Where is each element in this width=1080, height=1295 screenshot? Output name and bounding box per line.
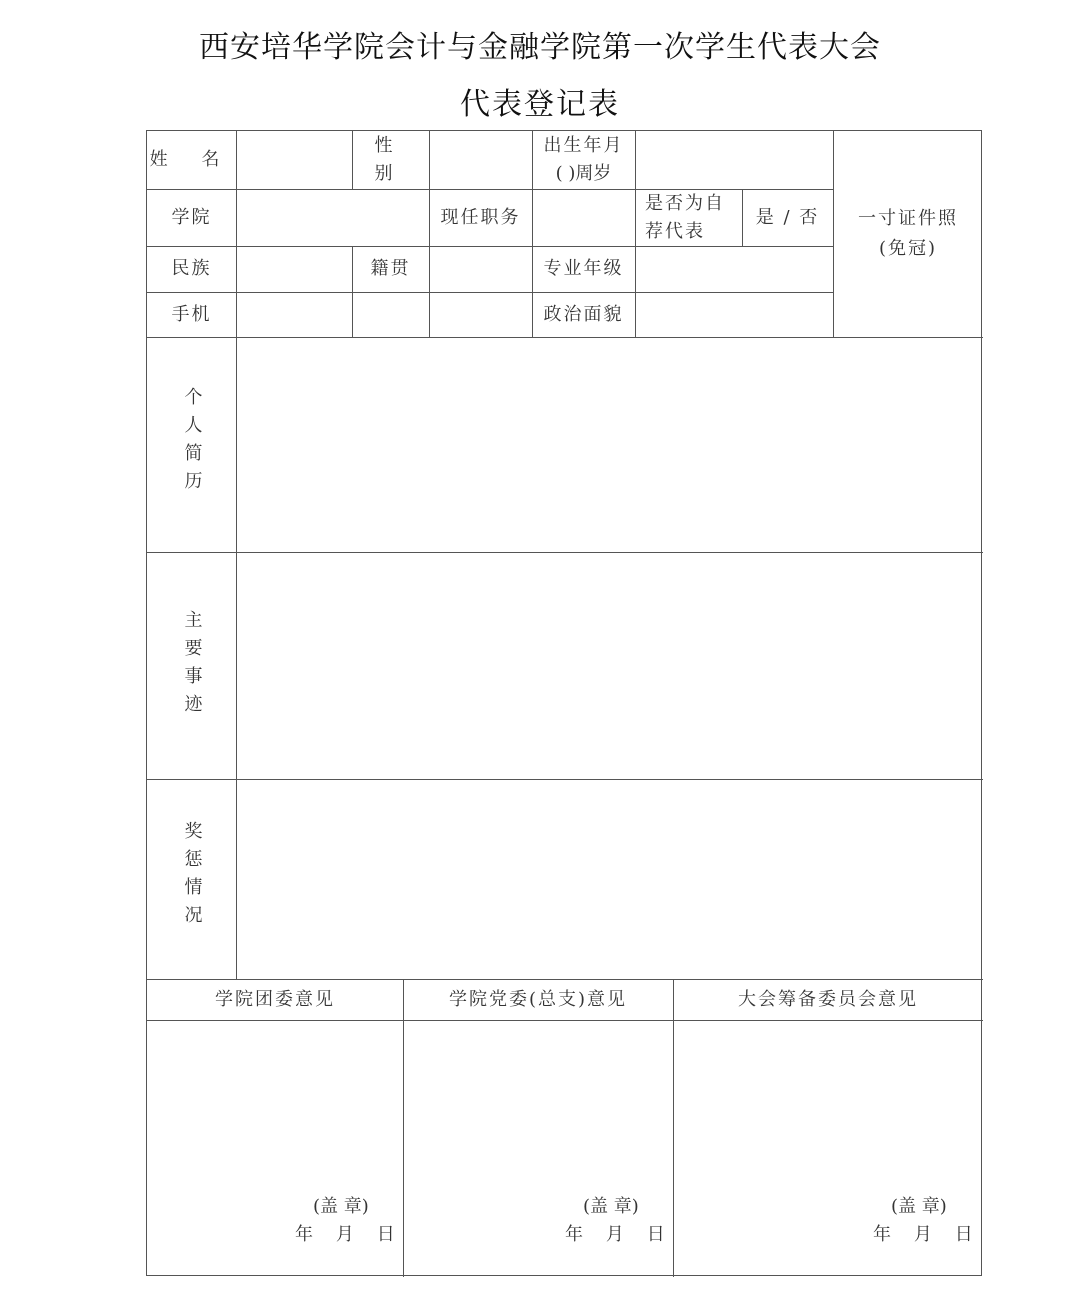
ethnicity-field[interactable] [236, 246, 352, 292]
youth-league-opinion-field[interactable] [147, 1020, 403, 1277]
ethnicity-label: 民族 [171, 258, 212, 279]
political-status-field[interactable] [635, 292, 833, 337]
name-field[interactable] [236, 131, 352, 189]
photo-label-line1: 一寸证件照 [858, 208, 958, 229]
achievements-label: 主要事迹 [181, 610, 203, 722]
preparatory-committee-opinion-field[interactable] [673, 1020, 983, 1277]
date-label: 年 月 日 [295, 1224, 395, 1245]
college-field[interactable] [236, 189, 429, 246]
self-nominated-label [635, 189, 742, 246]
date-label: 年 月 日 [565, 1224, 665, 1245]
form-title: 西安培华学院会计与金融学院第一次学生代表大会 [199, 30, 881, 65]
position-label: 现任职务 [440, 206, 521, 228]
phone-label: 手机 [171, 303, 212, 325]
name-label: 姓 名 [149, 149, 234, 170]
seal-label: (盖 章) [313, 1196, 369, 1217]
self-nominated-line2: 荐代表 [645, 220, 705, 242]
party-committee-opinion-label: 学院党委(总支)意见 [448, 988, 628, 1010]
date-label: 年 月 日 [873, 1224, 973, 1245]
form-subtitle: 代表登记表 [460, 87, 620, 122]
rewards-label: 奖惩情况 [181, 821, 203, 933]
major-grade-label: 专业年级 [543, 258, 624, 279]
college-label: 学院 [171, 206, 212, 228]
birth-label-line1: 出生年月 [543, 135, 624, 156]
youth-league-opinion-label: 学院团委意见 [215, 988, 335, 1010]
rewards-label-cell [147, 779, 236, 979]
phone-field[interactable] [236, 292, 532, 337]
photo-placeholder[interactable] [833, 131, 983, 337]
major-grade-field[interactable] [635, 246, 833, 292]
registration-form [146, 130, 982, 1276]
gender-field[interactable] [429, 131, 532, 189]
birth-age-label [532, 131, 635, 189]
achievements-field[interactable] [236, 552, 983, 779]
resume-label: 个人简历 [181, 387, 203, 499]
seal-label: (盖 章) [891, 1196, 947, 1217]
seal-label: (盖 章) [583, 1196, 639, 1217]
photo-label-line2: (免冠) [878, 238, 938, 259]
resume-field[interactable] [236, 337, 983, 552]
self-nominated-line1: 是否为自 [645, 192, 725, 214]
position-field[interactable] [532, 189, 635, 246]
native-place-field[interactable] [429, 246, 532, 292]
rewards-field[interactable] [236, 779, 983, 979]
native-place-label: 籍贯 [370, 258, 411, 279]
political-status-label: 政治面貌 [543, 303, 624, 325]
resume-label-cell [147, 337, 236, 552]
birth-field[interactable] [635, 131, 833, 189]
yes-no-option[interactable]: 是 / 否 [755, 206, 820, 228]
age-label-line2: ( )周岁 [555, 163, 612, 184]
preparatory-committee-opinion-label: 大会筹备委员会意见 [738, 988, 918, 1010]
achievements-label-cell [147, 552, 236, 779]
gender-label: 性 别 [374, 135, 407, 184]
party-committee-opinion-field[interactable] [403, 1020, 673, 1277]
